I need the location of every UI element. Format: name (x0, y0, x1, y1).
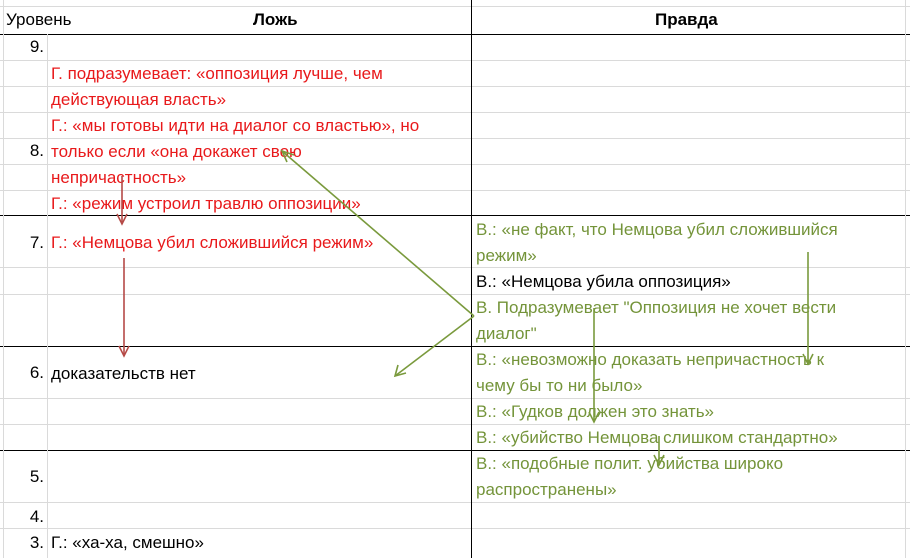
level-7: 7. (29, 233, 44, 252)
truth-statement: распространены» (476, 480, 617, 499)
truth-statement: В.: «Немцова убила оппозиция» (476, 272, 731, 291)
truth-statement: В.: «подобные полит. убийства широко (476, 454, 784, 473)
lie-statement: Г.: «Немцова убил сложившийся режим» (51, 233, 374, 252)
header-truth: Правда (655, 10, 718, 29)
level-4: 4. (29, 507, 44, 526)
level-3: 3. (29, 533, 44, 552)
header-border (0, 34, 910, 35)
grid-line (0, 528, 910, 529)
lie-statement: действующая власть» (51, 90, 227, 109)
grid-line (0, 267, 910, 268)
truth-statement: диалог" (476, 324, 537, 343)
lie-statement: только если «она докажет свою (51, 142, 302, 161)
lie-statement: доказательств нет (51, 364, 196, 383)
truth-statement: режим» (476, 246, 537, 265)
grid-line (0, 502, 910, 503)
truth-statement: В.: «не факт, что Немцова убил сложившийся (476, 220, 838, 239)
header-lie: Ложь (253, 10, 298, 29)
lie-statement: Г.: «ха-ха, смешно» (51, 533, 204, 552)
truth-statement: чему бы то ни было» (476, 376, 643, 395)
truth-statement: В.: «Гудков должен это знать» (476, 402, 715, 421)
column-border (471, 0, 472, 558)
lie-statement: Г. подразумевает: «оппозиция лучше, чем (51, 64, 383, 83)
level-6: 6. (29, 363, 44, 382)
truth-statement: В.: «невозможно доказать непричастность к (476, 350, 825, 369)
header-level: Уровень (6, 10, 72, 29)
grid-line (0, 398, 910, 399)
level-9: 9. (29, 37, 44, 56)
level-5: 5. (29, 467, 44, 486)
lie-statement: Г.: «мы готовы идти на диалог со властью», но (51, 116, 420, 135)
red-arrowhead (119, 346, 129, 356)
level-8: 8. (29, 141, 44, 160)
lie-statement: непричастность» (51, 168, 187, 187)
green-arrowhead (395, 365, 406, 376)
truth-statement: В.: «убийство Немцова слишком стандартно» (476, 428, 838, 447)
grid-line (905, 0, 906, 558)
grid-line (0, 6, 910, 7)
lie-statement: Г.: «режим устроил травлю оппозиции» (51, 194, 361, 213)
truth-statement: В. Подразумевает "Оппозиция не хочет вести (476, 298, 837, 317)
grid-line (47, 34, 48, 558)
